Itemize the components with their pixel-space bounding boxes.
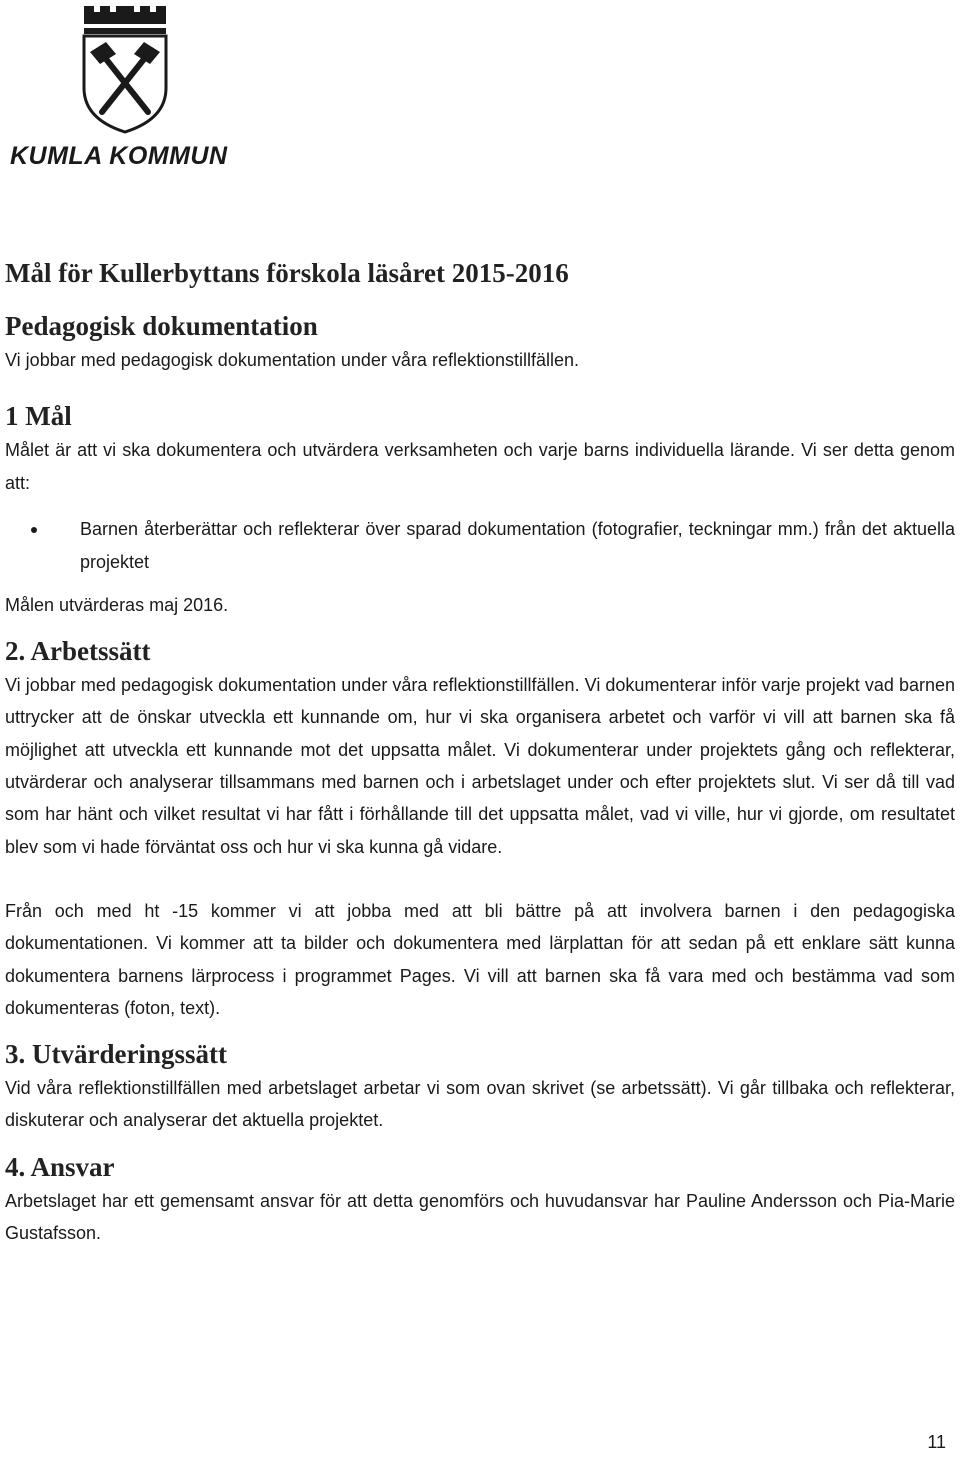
paragraph-mal: Målet är att vi ska dokumentera och utvärdera verksamheten och varje barns individuella lärande. Vi ser detta genom att: xyxy=(5,440,955,493)
page-number: 11 xyxy=(927,1432,946,1452)
list-item-text: Barnen återberättar och reflekterar över sparad dokumentation (fotografier, teckningar mm.) från det aktuella projektet xyxy=(80,518,955,572)
logo-text: KUMLA KOMMUN xyxy=(10,142,228,170)
bullet-icon xyxy=(31,527,37,533)
paragraph-evaluation-date: Målen utvärderas maj 2016. xyxy=(5,594,229,615)
goal-list xyxy=(5,513,955,579)
heading-mal: 1 Mål xyxy=(5,401,72,432)
paragraph-arbetssatt-2: Från och med ht -15 kommer vi att jobba med att bli bättre på att involvera barnen i den pedagogiska dokumentationen. Vi kommer att ta bilder och dokumentera med lärplattan för att sedan på ett enklare sätt kunna dokumentera barnens lärprocess i programmet Pages. Vi vill att barnen ska få vara med och bestämma vad som dokumenteras (foton, text). xyxy=(5,900,955,1018)
paragraph-utvardering: Vid våra reflektionstillfällen med arbetslaget arbetar vi som ovan skrivet (se arbetssätt). Vi går tillbaka och reflekterar, diskuterar och analyserar det aktuella projektet. xyxy=(5,1078,955,1131)
heading-pedagogisk: Pedagogisk dokumentation xyxy=(5,311,318,341)
paragraph-ansvar: Arbetslaget har ett gemensamt ansvar för att detta genomförs och huvudansvar har Pauline Andersson och Pia-Marie Gustafsson. xyxy=(5,1190,955,1244)
page-title: Mål för Kullerbyttans förskola läsåret 2015-2016 xyxy=(5,258,569,288)
municipality-logo xyxy=(4,2,244,174)
paragraph-pedagogisk: Vi jobbar med pedagogisk dokumentation under våra reflektionstillfällen. xyxy=(5,350,580,370)
heading-utvardering: 3. Utvärderingssätt xyxy=(5,1039,227,1070)
coat-of-arms-icon xyxy=(78,2,172,134)
document-body xyxy=(5,250,955,1249)
heading-ansvar: 4. Ansvar xyxy=(5,1151,115,1182)
paragraph-arbetssatt-1: Vi jobbar med pedagogisk dokumentation under våra reflektionstillfällen. Vi dokumenterar inför varje projekt vad barnen uttrycker att de önskar utveckla ett kunnande om, hur vi ska organisera arbetet och varför vi vill att barnen ska få möjlighet att utveckla ett kunnande mot det uppsatta målet. Vi dokumenterar under projektets gång och reflekterar, utvärderar och analyserar tillsammans med barnen och i arbetslaget under och efter projektets slut. Vi ser då till vad som har hänt och vilket resultat vi har fått i förhållande till det uppsatta målet, vad vi ville, hur vi gjorde, om resultatet blev som vi hade förväntat oss och hur vi ska kunna gå vidare. xyxy=(5,675,955,857)
list-item xyxy=(5,513,955,579)
heading-arbetssatt: 2. Arbetssätt xyxy=(5,636,151,667)
